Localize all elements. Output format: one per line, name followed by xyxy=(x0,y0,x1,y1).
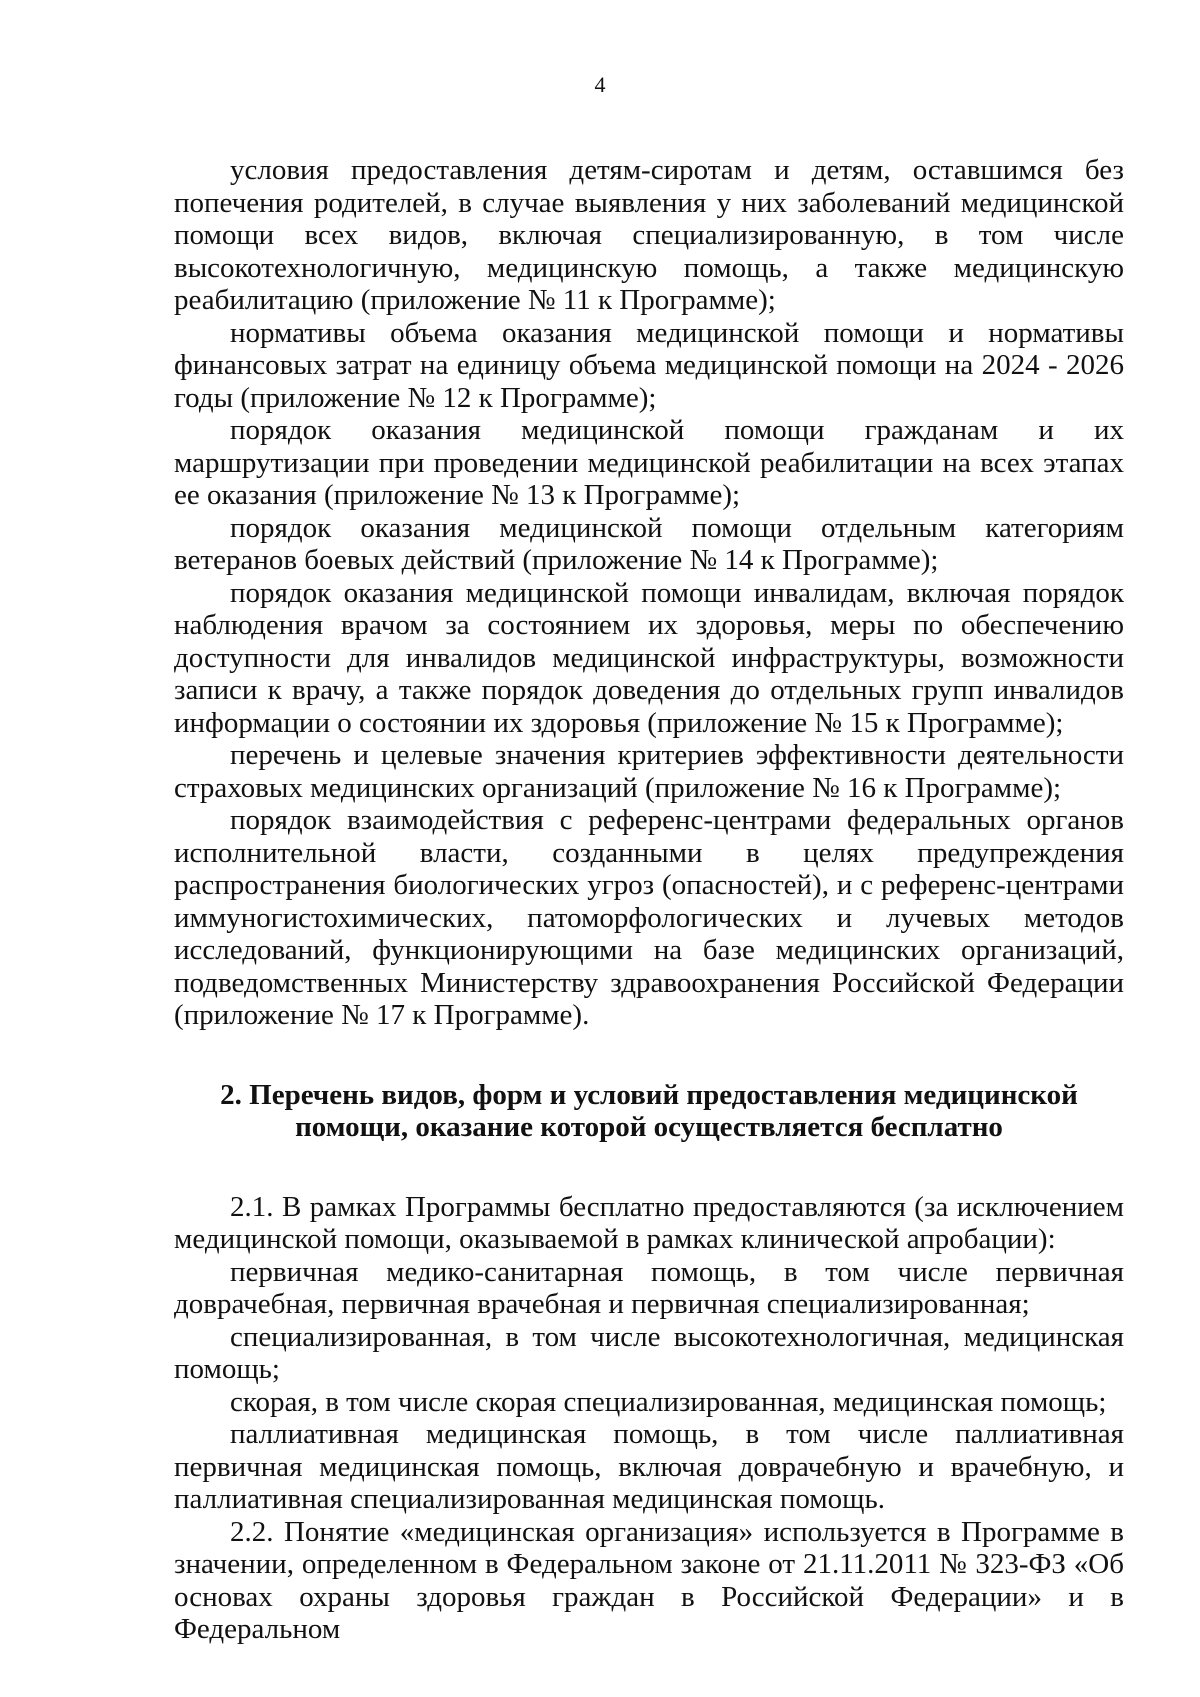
paragraph-appendix-12: нормативы объема оказания медицинской помощи и нормативы финансовых затрат на единицу объема медицинской помощи на 2024 - 2026 годы (приложение № 12 к Программе); xyxy=(174,316,1124,414)
paragraph-primary-care: первичная медико-санитарная помощь, в том числе первичная доврачебная, первичная врачебная и первичная специализированная; xyxy=(174,1255,1124,1320)
paragraph-appendix-13: порядок оказания медицинской помощи гражданам и их маршрутизации при проведении медицинской реабилитации на всех этапах ее оказания (приложение № 13 к Программе); xyxy=(174,414,1124,511)
paragraph-appendix-11: условия предоставления детям-сиротам и детям, оставшимся без попечения родителей, в случае выявления у них заболеваний медицинской помощи всех видов, включая специализированную, в том числе высокотехнологичную, медицинскую помощь, а также медицинскую реабилитацию (приложение № 11 к Программе); xyxy=(174,154,1124,316)
paragraph-emergency-care: скорая, в том числе скорая специализированная, медицинская помощь; xyxy=(230,1385,1107,1418)
page-number: 4 xyxy=(594,72,606,97)
paragraph-appendix-16: перечень и целевые значения критериев эффективности деятельности страховых медицинских организаций (приложение № 16 к Программе); xyxy=(174,739,1124,804)
section-heading: 2. Перечень видов, форм и условий предоставления медицинской помощи, оказание которой осуществляется бесплатно xyxy=(220,1078,1078,1143)
paragraph-appendix-15: порядок оказания медицинской помощи инвалидам, включая порядок наблюдения врачом за состоянием их здоровья, меры по обеспечению доступности для инвалидов медицинской инфраструктуры, возможности записи к врачу, а также порядок доведения до отдельных групп инвалидов информации о состоянии их здоровья (приложение № 15 к Программе); xyxy=(174,576,1124,739)
paragraph-appendix-14: порядок оказания медицинской помощи отдельным категориям ветеранов боевых действий (приложение № 14 к Программе); xyxy=(174,511,1124,576)
paragraph-palliative-care: паллиативная медицинская помощь, в том числе паллиативная первичная медицинская помощь, включая доврачебную и врачебную, и паллиативная специализированная медицинская помощь. xyxy=(174,1418,1124,1515)
paragraph-specialized-care: специализированная, в том числе высокотехнологичная, медицинская помощь; xyxy=(174,1320,1124,1385)
paragraph-2-2: 2.2. Понятие «медицинская организация» используется в Программе в значении, определенном в Федеральном законе от 21.11.2011 № 323-ФЗ «Об основах охраны здоровья граждан в Российской Федерации» и в Федеральном xyxy=(174,1515,1124,1645)
paragraph-appendix-17: порядок взаимодействия с референс-центрами федеральных органов исполнительной власти, созданными в целях предупреждения распространения биологических угроз (опасностей), и с референс-центрами иммуногистохимических, патоморфологических и лучевых методов исследований, функционирующими на базе медицинских организаций, подведомственных Министерству здравоохранения Российской Федерации (приложение № 17 к Программе). xyxy=(174,804,1124,1031)
document-body xyxy=(174,154,1124,1646)
paragraph-2-1: 2.1. В рамках Программы бесплатно предоставляются (за исключением медицинской помощи, оказываемой в рамках клинической апробации): xyxy=(174,1190,1124,1255)
